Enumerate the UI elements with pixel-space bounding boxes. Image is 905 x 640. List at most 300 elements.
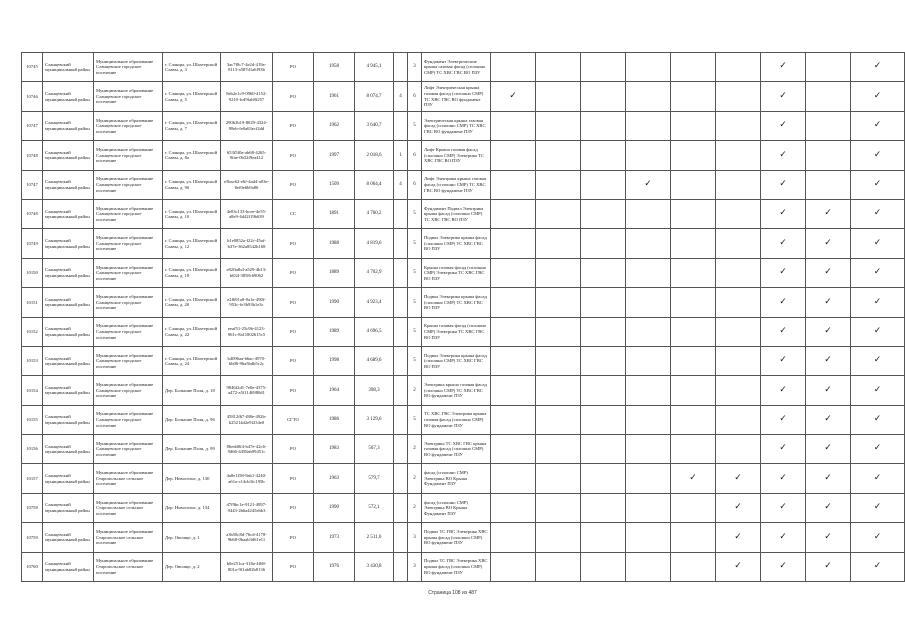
address-cell: г. Сланцы, ул. Шахтерской Славы, д. 20 [163, 288, 221, 317]
year-cell: 1958 [314, 53, 355, 82]
check-cell [536, 111, 581, 140]
check-cell [581, 346, 626, 375]
check-cell [626, 288, 671, 317]
settlement-cell: Муниципальное образование Сланцевское городское поселение [94, 111, 163, 140]
check-cell [806, 53, 851, 82]
check-cell: ✓ [851, 346, 905, 375]
check-cell: ✓ [491, 82, 536, 111]
table-row [22, 435, 905, 464]
type-cell: РО [273, 229, 314, 258]
row-id: 10155 [22, 405, 43, 434]
check-cell [536, 53, 581, 82]
district-cell: Сланцевский муниципальный район [43, 376, 94, 405]
works-cell: Подвал Электрика крыша фасад (сплошно СМР) ТС ХВС ГВС ВО ПЗУ [422, 346, 491, 375]
check-cell [716, 170, 761, 199]
settlement-cell: Муниципальное образование Сланцевское городское поселение [94, 199, 163, 228]
check-cell: ✓ [806, 229, 851, 258]
district-cell: Сланцевский муниципальный район [43, 435, 94, 464]
check-cell: ✓ [716, 464, 761, 493]
settlement-cell: Муниципальное образование Сланцевское городское поселение [94, 258, 163, 287]
check-cell: ✓ [716, 523, 761, 552]
check-cell: ✓ [806, 346, 851, 375]
check-cell [581, 170, 626, 199]
check-cell [716, 82, 761, 111]
table-row [22, 552, 905, 581]
year-cell: 1962 [314, 111, 355, 140]
check-cell [716, 346, 761, 375]
row-id: 10745 [22, 53, 43, 82]
type-cell: РО [273, 111, 314, 140]
area-cell: 8 064,4 [355, 170, 394, 199]
check-cell [671, 523, 716, 552]
check-cell: ✓ [851, 82, 905, 111]
settlement-cell: Муниципальное образование Сланцевское городское поселение [94, 405, 163, 434]
year-cell: 1990 [314, 288, 355, 317]
count-b-cell: 2 [408, 376, 422, 405]
check-cell: ✓ [761, 464, 806, 493]
check-cell: ✓ [761, 376, 806, 405]
table-row [22, 82, 905, 111]
check-cell: ✓ [851, 199, 905, 228]
settlement-cell: Муниципальное образование Сланцевское городское поселение [94, 346, 163, 375]
count-a-cell: 4 [394, 82, 408, 111]
check-cell [626, 552, 671, 581]
count-b-cell: 2 [408, 493, 422, 522]
check-cell: ✓ [851, 288, 905, 317]
row-id: 10157 [22, 464, 43, 493]
address-cell: г. Сланцы, ул. Шахтерской Славы, д. 22 [163, 317, 221, 346]
works-cell: Лифт Электрическая крыша газовая фасад (сплошно СМР) ТС ХВС ГВС ВО фундамент ПЗУ [422, 82, 491, 111]
check-cell [671, 258, 716, 287]
address-cell: г. Сланцы, ул. Шахтерской Славы, д. 3 [163, 53, 221, 82]
house-code-cell: 9846f2d1-7e0e-4375-a472-a5f1146980d1 [221, 376, 273, 405]
works-cell: Лифт Крыша газовая фасад (сплошно СМР) Электрика ТС ХВС ГВС ВО ПЗУ [422, 141, 491, 170]
check-cell: ✓ [761, 493, 806, 522]
table-row [22, 111, 905, 140]
check-cell [491, 435, 536, 464]
table-row [22, 376, 905, 405]
check-cell [491, 199, 536, 228]
row-id: 10153 [22, 346, 43, 375]
check-cell [806, 170, 851, 199]
type-cell: РО [273, 82, 314, 111]
check-cell [536, 346, 581, 375]
check-cell: ✓ [671, 464, 716, 493]
check-cell [671, 111, 716, 140]
check-cell: ✓ [761, 523, 806, 552]
district-cell: Сланцевский муниципальный район [43, 258, 94, 287]
check-cell [491, 111, 536, 140]
check-cell [671, 317, 716, 346]
check-cell [716, 111, 761, 140]
check-cell [536, 317, 581, 346]
year-cell: 1891 [314, 199, 355, 228]
check-cell: ✓ [806, 552, 851, 581]
count-a-cell [394, 493, 408, 522]
year-cell: 1986 [314, 405, 355, 434]
check-cell [581, 523, 626, 552]
works-cell: Подвал ТС ГВС Электрика ХВС крыша фасад (сплошно СМР) ВО фундамент ПЗУ [422, 552, 491, 581]
check-cell [581, 376, 626, 405]
check-cell: ✓ [806, 405, 851, 434]
check-cell [671, 199, 716, 228]
check-cell [626, 229, 671, 258]
settlement-cell: Муниципальное образование Старопольское сельское поселение [94, 464, 163, 493]
area-cell: 2 018,6 [355, 141, 394, 170]
area-cell: 4 696,5 [355, 317, 394, 346]
check-cell [536, 523, 581, 552]
type-cell: РО [273, 53, 314, 82]
district-cell: Сланцевский муниципальный район [43, 493, 94, 522]
table-row [22, 405, 905, 434]
address-cell: г. Сланцы, ул. Шахтерской Славы, д. 5 [163, 82, 221, 111]
count-a-cell: 4 [394, 170, 408, 199]
page-footer: Страница 108 из 487 [428, 590, 477, 596]
count-b-cell: 5 [408, 288, 422, 317]
check-cell: ✓ [806, 464, 851, 493]
row-id: 10154 [22, 376, 43, 405]
row-id: 10748 [22, 141, 43, 170]
check-cell [581, 229, 626, 258]
check-cell [671, 346, 716, 375]
check-cell [626, 317, 671, 346]
address-cell: Дер. Овсище, д. 2 [163, 552, 221, 581]
housing-register-table [21, 52, 905, 582]
settlement-cell: Муниципальное образование Сланцевское городское поселение [94, 141, 163, 170]
type-cell: СС [273, 199, 314, 228]
address-cell: г. Сланцы, ул. Шахтерской Славы, д. 24 [163, 346, 221, 375]
count-b-cell: 3 [408, 523, 422, 552]
settlement-cell: Муниципальное образование Сланцевское городское поселение [94, 170, 163, 199]
address-cell: Дер. Большие Поля, д. 18 [163, 376, 221, 405]
table-row [22, 523, 905, 552]
check-cell [581, 82, 626, 111]
address-cell: г. Сланцы, ул. Шахтерской Славы, д. 18 [163, 258, 221, 287]
settlement-cell: Муниципальное образование Сланцевское городское поселение [94, 229, 163, 258]
check-cell [716, 435, 761, 464]
house-code-cell: eeaf51-25c9b-4123-961c-8a11802615c5 [221, 317, 273, 346]
table-row [22, 288, 905, 317]
count-b-cell: 3 [408, 53, 422, 82]
row-id: 10748 [22, 199, 43, 228]
check-cell: ✓ [761, 317, 806, 346]
works-cell: Подвал Электрика крыша фасад (сплошно СМР) ТС ХВС ГВС ВО ПЗУ [422, 288, 491, 317]
check-cell [536, 141, 581, 170]
count-a-cell [394, 317, 408, 346]
check-cell [671, 229, 716, 258]
check-cell: ✓ [716, 552, 761, 581]
check-cell: ✓ [851, 317, 905, 346]
check-cell: ✓ [851, 229, 905, 258]
type-cell: РО [273, 523, 314, 552]
check-cell [491, 552, 536, 581]
check-cell [716, 199, 761, 228]
table-row [22, 229, 905, 258]
check-cell [491, 258, 536, 287]
address-cell: г. Сланцы, ул. Шахтерской Славы, д. 9б [163, 170, 221, 199]
check-cell: ✓ [806, 317, 851, 346]
house-code-cell: e2f691a0-0a1e-490f-953c-fe3b93b1e3c [221, 288, 273, 317]
count-a-cell [394, 376, 408, 405]
check-cell [491, 376, 536, 405]
year-cell: 1973 [314, 523, 355, 552]
count-b-cell: 5 [408, 346, 422, 375]
house-code-cell: 8eb2e1c9-0960-4152-9210-fcd9fab8f257 [221, 82, 273, 111]
check-cell: ✓ [761, 141, 806, 170]
check-cell [626, 376, 671, 405]
check-cell [806, 82, 851, 111]
year-cell: 1998 [314, 346, 355, 375]
row-id: 10152 [22, 317, 43, 346]
address-cell: Дер. Новоселье, д. 134 [163, 493, 221, 522]
area-cell: 4 760,2 [355, 199, 394, 228]
table-row [22, 141, 905, 170]
area-cell: 579,7 [355, 464, 394, 493]
check-cell [536, 376, 581, 405]
district-cell: Сланцевский муниципальный район [43, 111, 94, 140]
count-b-cell: 5 [408, 405, 422, 434]
check-cell [491, 288, 536, 317]
check-cell: ✓ [761, 53, 806, 82]
row-id: 10759 [22, 523, 43, 552]
district-cell: Сланцевский муниципальный район [43, 82, 94, 111]
check-cell [626, 141, 671, 170]
check-cell: ✓ [806, 523, 851, 552]
table-row [22, 317, 905, 346]
check-cell: ✓ [851, 258, 905, 287]
count-a-cell [394, 258, 408, 287]
check-cell: ✓ [851, 552, 905, 581]
check-cell [581, 258, 626, 287]
check-cell: ✓ [761, 258, 806, 287]
year-cell: 1988 [314, 229, 355, 258]
count-b-cell: 6 [408, 82, 422, 111]
check-cell: ✓ [806, 288, 851, 317]
check-cell [626, 493, 671, 522]
year-cell: 1964 [314, 376, 355, 405]
row-id: 10746 [22, 82, 43, 111]
house-code-cell: 45812f67-f88e-492b-b25214d2e9f234e0 [221, 405, 273, 434]
check-cell [671, 170, 716, 199]
settlement-cell: Муниципальное образование Старопольское сельское поселение [94, 552, 163, 581]
year-cell: 1989 [314, 317, 355, 346]
address-cell: г. Сланцы, ул. Шахтерской Славы, д. 8а [163, 141, 221, 170]
area-cell: 3 129,6 [355, 405, 394, 434]
area-cell: 3 640,7 [355, 111, 394, 140]
check-cell: ✓ [851, 435, 905, 464]
check-cell: ✓ [806, 376, 851, 405]
check-cell [671, 405, 716, 434]
settlement-cell: Муниципальное образование Старопольское сельское поселение [94, 523, 163, 552]
address-cell: г. Сланцы, ул. Шахтерской Славы, д. 10 [163, 199, 221, 228]
check-cell [581, 552, 626, 581]
check-cell [581, 405, 626, 434]
check-cell [491, 523, 536, 552]
check-cell [716, 53, 761, 82]
works-cell: Лифт Электрика крыша газовая фасад (сплошно СМР) ТС ХВС ГВС ВО фундамент ПЗУ [422, 170, 491, 199]
check-cell: ✓ [851, 111, 905, 140]
area-cell: 2 511,6 [355, 523, 394, 552]
count-b-cell: 5 [408, 199, 422, 228]
district-cell: Сланцевский муниципальный район [43, 288, 94, 317]
house-code-cell: 86edd0f4-b47e-42c6-9d66-4458ab99451c [221, 435, 273, 464]
works-cell: Фундамент Электрические крыша газовая фасад (сплошно СМР) ТС ХВС ГВС ВО ПЗУ [422, 53, 491, 82]
check-cell: ✓ [851, 141, 905, 170]
check-cell [581, 464, 626, 493]
check-cell: ✓ [851, 170, 905, 199]
check-cell [806, 141, 851, 170]
house-code-cell: 290b3b19-8029-4324-98eb-fe0a63ecf2dd [221, 111, 273, 140]
row-id: 10747 [22, 111, 43, 140]
district-cell: Сланцевский муниципальный район [43, 53, 94, 82]
check-cell: ✓ [761, 82, 806, 111]
type-cell: РО [273, 464, 314, 493]
check-cell: ✓ [716, 493, 761, 522]
check-cell [536, 493, 581, 522]
area-cell: 8 074,7 [355, 82, 394, 111]
year-cell: 1961 [314, 82, 355, 111]
address-cell: г. Сланцы, ул. Шахтерской Славы, д. 12 [163, 229, 221, 258]
check-cell [536, 552, 581, 581]
area-cell: 4 689,6 [355, 346, 394, 375]
type-cell: РО [273, 258, 314, 287]
works-cell: Подвал ТС ГВС Электрика ХВС крыша фасад (сплошно СМР) ВО фундамент ПЗУ [422, 523, 491, 552]
count-a-cell: 1 [394, 141, 408, 170]
check-cell: ✓ [761, 288, 806, 317]
check-cell: ✓ [851, 493, 905, 522]
check-cell [536, 199, 581, 228]
count-b-cell: 6 [408, 170, 422, 199]
check-cell [581, 288, 626, 317]
check-cell [491, 346, 536, 375]
check-cell [626, 53, 671, 82]
count-a-cell [394, 346, 408, 375]
check-cell [671, 288, 716, 317]
check-cell [491, 464, 536, 493]
area-cell: 567,3 [355, 435, 394, 464]
check-cell [806, 111, 851, 140]
house-code-cell: e5bac62-e6f-4ad4-a03e-8ef0e6b9a86 [221, 170, 273, 199]
check-cell [671, 141, 716, 170]
table-row [22, 53, 905, 82]
area-cell: 4 923,4 [355, 288, 394, 317]
check-cell [491, 141, 536, 170]
settlement-cell: Муниципальное образование Сланцевское городское поселение [94, 82, 163, 111]
check-cell: ✓ [761, 435, 806, 464]
check-cell [671, 493, 716, 522]
count-a-cell [394, 464, 408, 493]
check-cell [536, 229, 581, 258]
settlement-cell: Муниципальное образование Сланцевское городское поселение [94, 376, 163, 405]
check-cell [626, 464, 671, 493]
check-cell [626, 435, 671, 464]
check-cell: ✓ [761, 229, 806, 258]
year-cell: 1983 [314, 435, 355, 464]
area-cell: 398,3 [355, 376, 394, 405]
works-cell: фасад (сплошно СМР) Электрика ВО Крыша Фундамент ПЗУ [422, 493, 491, 522]
settlement-cell: Муниципальное образование Сланцевское городское поселение [94, 317, 163, 346]
district-cell: Сланцевский муниципальный район [43, 552, 94, 581]
check-cell [491, 317, 536, 346]
address-cell: Дер. Овсище, д. 1 [163, 523, 221, 552]
count-a-cell [394, 405, 408, 434]
year-cell: 1990 [314, 493, 355, 522]
district-cell: Сланцевский муниципальный район [43, 317, 94, 346]
check-cell [626, 111, 671, 140]
check-cell: ✓ [851, 523, 905, 552]
year-cell: 1509 [314, 170, 355, 199]
check-cell: ✓ [851, 405, 905, 434]
row-id: 10758 [22, 493, 43, 522]
count-a-cell [394, 229, 408, 258]
check-cell [491, 170, 536, 199]
house-code-cell: 4a8e1f58-9ab1-4240-a61a-c14cb3fc195b [221, 464, 273, 493]
row-id: 10156 [22, 435, 43, 464]
type-cell: РО [273, 141, 314, 170]
address-cell: Дер. Новоселье, д. 130 [163, 464, 221, 493]
works-cell: Электрика ТС ХВС ГВС крыша газовая фасад (сплошно СМР) ВО фундамент ПЗУ [422, 435, 491, 464]
check-cell: ✓ [851, 376, 905, 405]
check-cell [536, 435, 581, 464]
check-cell [716, 229, 761, 258]
table-row [22, 170, 905, 199]
area-cell: 572,1 [355, 493, 394, 522]
year-cell: 1889 [314, 258, 355, 287]
works-cell: ТС ХВС ГВС Электрика крыша газовая фасад (сплошно СМР) ВО фундамент ПЗУ [422, 405, 491, 434]
check-cell: ✓ [806, 493, 851, 522]
check-cell [626, 82, 671, 111]
check-cell [716, 405, 761, 434]
check-cell [626, 258, 671, 287]
type-cell: РО [273, 376, 314, 405]
check-cell: ✓ [761, 552, 806, 581]
count-b-cell: 5 [408, 258, 422, 287]
check-cell: ✓ [851, 53, 905, 82]
table-row [22, 493, 905, 522]
area-cell: 4 702,9 [355, 258, 394, 287]
area-cell: 4 945,1 [355, 53, 394, 82]
house-code-cell: 653f5f0a-ab68-4265-9fae-0b32f9ea412 [221, 141, 273, 170]
district-cell: Сланцевский муниципальный район [43, 141, 94, 170]
type-cell: РО [273, 288, 314, 317]
district-cell: Сланцевский муниципальный район [43, 464, 94, 493]
check-cell [626, 199, 671, 228]
settlement-cell: Муниципальное образование Сланцевское городское поселение [94, 435, 163, 464]
check-cell [536, 464, 581, 493]
house-code-cell: 3ac7f8c7-4e2d-419a-8113-a587d1a6f93b [221, 53, 273, 82]
year-cell: 1997 [314, 141, 355, 170]
works-cell: Фундамент Подвал Электрика крыша фасад (сплошно СМР) ТС ХВС ГВС ВО ПЗУ [422, 199, 491, 228]
count-b-cell: 2 [408, 435, 422, 464]
count-b-cell: 5 [408, 111, 422, 140]
address-cell: Дер. Большие Поля, д. 99 [163, 435, 221, 464]
check-cell: ✓ [806, 199, 851, 228]
check-cell: ✓ [761, 346, 806, 375]
house-code-cell: b0e251ca-318a-4f68-801a-9f1ab82b8136 [221, 552, 273, 581]
settlement-cell: Муниципальное образование Старопольское сельское поселение [94, 493, 163, 522]
check-cell [581, 493, 626, 522]
check-cell [491, 229, 536, 258]
works-cell: Электрика крыша газовая фасад (сплошно СМР) ТС ХВС ГВС ВО фундамент ПЗУ [422, 376, 491, 405]
count-b-cell: 2 [408, 464, 422, 493]
row-id: 10150 [22, 258, 43, 287]
check-cell [536, 288, 581, 317]
count-a-cell [394, 53, 408, 82]
check-cell: ✓ [761, 405, 806, 434]
house-code-cell: b4096aa-b6ac-4970-bb06-96a5bdb5c2c [221, 346, 273, 375]
district-cell: Сланцевский муниципальный район [43, 199, 94, 228]
works-cell: Крыша газовая фасад (сплошно СМР) Электрика ТС ХВС ГВС ВО ПЗУ [422, 258, 491, 287]
